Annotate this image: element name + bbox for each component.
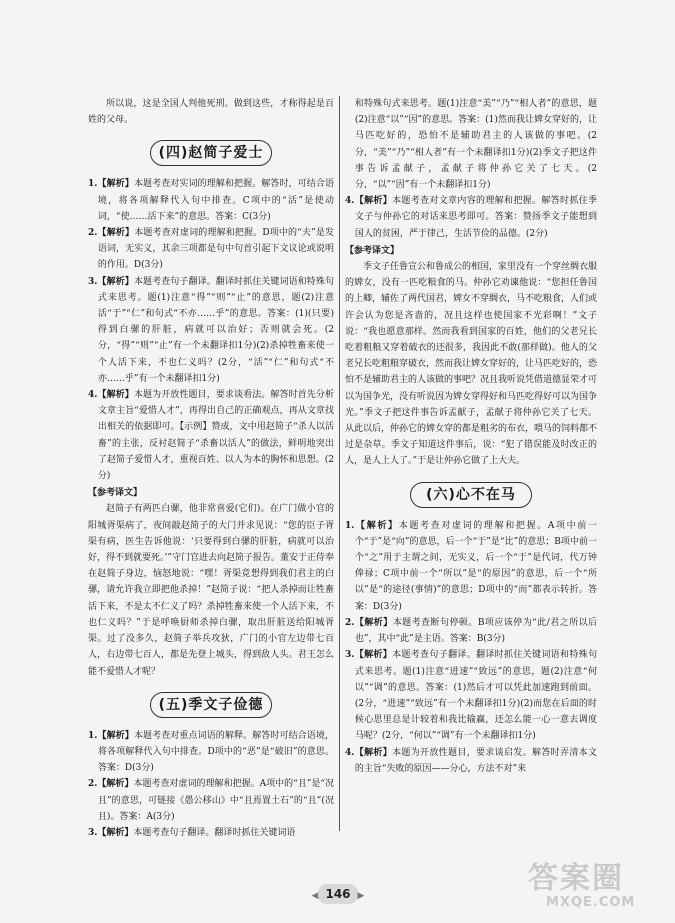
watermark	[528, 862, 668, 918]
item-number: 2.	[88, 779, 98, 790]
answer-item	[88, 274, 334, 387]
analysis-tag: 【解析】	[97, 179, 134, 190]
answer-item	[345, 615, 597, 647]
item-text: 本题考查句子翻译。翻译时抓住关键词语	[133, 827, 296, 838]
item-text: 本题为开放性题目，要求谈看法。解答时首先分析文章主旨“爱惜人才”，再得出自己的正确观点，再从文章找出相关的依据即可。【示例】赞成，文中用赵简子“杀人以活畜”的主张，反衬赵简子“杀畜以活人”的做法，鲜明地突出了赵简子爱惜人才，重视百姓、以人为本的胸怀和思想。(2分)	[97, 390, 334, 482]
reference-translation: 赵简子有两匹白骡，他非常喜爱(它们)。在广门做小官的阳城胥渠病了，夜间敲赵简子的大门并求见说：“您的臣子胥渠有病，医生告诉他说：‘只要得到白骡的肝脏，病就可以治好，得不到就要死。’”守门官进去向赵简子报告。董安于正侍奉在赵简子身边，恼怒地说：“嘿！胥渠竟想得到我们君主的白骡，请允许我立即把他杀掉！”赵简子说：“把人杀掉而让牲畜活下来，不是太不仁义了吗？杀掉牲畜来使一个人活下来，不也仁义吗？”于是呼唤厨师杀掉白骡，取出肝脏送给阳城胥渠。过了没多久，赵简子举兵攻狄，广门的小官左边带七百人，右边带七百人，都是先登上城头，得到敌人头。君王怎么能不爱惜人才呢？	[88, 504, 334, 677]
right-arrow-icon: ▶	[357, 891, 365, 901]
left-column	[88, 96, 334, 841]
section-title-4: (四)赵简子爱士	[150, 140, 272, 166]
item-number: 3.	[88, 276, 98, 287]
item-number: 3.	[345, 650, 355, 661]
continued-answer: 和特殊句式来思考。题(1)注意“美”“乃”“相人者”的意思，题(2)注意“以”“因”的意思。答案：(1)然而我让婢女穿好的，让马匹吃好的，恐怕不是辅助君主的人该做的事吧。(2分，“美”“乃”“相人者”有一个未翻译扣1分)(2)季文子把这件事告诉孟献子，孟献子将仲孙它关了七天。(2分，“以”“因”有一个未翻译扣1分)	[354, 99, 597, 191]
watermark-url: MXQE.COM	[546, 895, 636, 910]
item-text: 本题考查对实词的理解和把握。解答时，可结合语境，将各项解释代入句中排查。C项中的“活”是使动词，“使……活下来”的意思。答案：C(3分)	[97, 179, 334, 222]
page-number-label: 146	[318, 884, 357, 904]
answer-item	[88, 776, 334, 825]
item-text: 本题考查断句停顿。B项应该停为“此/君之所以后也”，其中“此”是主语。答案：B(3分)	[354, 617, 597, 645]
analysis-tag: 【解析】	[97, 779, 134, 790]
item-text: 本题考查对虚词的理解和把握。A项中前一个“于”是“向”的意思，后一个“于”是“比”的意思；B项中前一个“之”用于主谓之间，无实义，后一个“于”是代词，代万钟俸禄；C项中前一个“所以”是“的原因”的意思，后一个“所以”是“的途径(事情)”的意思；D项中的“而”都表示转折。答案：D(3分)	[354, 520, 597, 612]
item-text: 本题考查对虚词的理解和把握。A项中的“且”是“况且”的意思，可链接《愚公移山》中“且焉置土石”的“且”(况且)。答案：A(3分)	[97, 779, 334, 822]
answer-item	[345, 647, 597, 744]
item-number: 1.	[88, 179, 98, 190]
answer-item	[88, 225, 334, 274]
item-text: 本题为开放性题目，要求谈启发。解答时弄清本文的主旨“失败的原因——分心，方法不对”来	[354, 747, 597, 774]
analysis-tag: 【解析】	[354, 520, 399, 531]
item-text: 本题考查句子翻译。翻译时抓住关键词语和特殊句式来思考。题(1)注意“得”“则”“止”的意思，题(2)注意活“于”“仁”和句式“不亦……乎”的意思。答案：(1)(只要)得到白骡的肝脏，病就可以治好；否则就会死。(2分，“得”“则”“止”有一个未翻译扣1分)(2)杀掉牲畜来使一个人活下来，不也仁义吗？(2分，“活”“仁”和句式“不亦……乎”有一个未翻译扣1分)	[97, 276, 334, 384]
item-number: 2.	[345, 617, 355, 628]
answer-item	[88, 387, 334, 484]
answer-item	[345, 745, 597, 777]
item-number: 4.	[345, 196, 355, 207]
analysis-tag: 【解析】	[354, 617, 393, 628]
analysis-tag: 【解析】	[97, 390, 134, 401]
item-number: 4.	[88, 390, 98, 401]
answer-item	[88, 728, 334, 777]
analysis-tag: 【解析】	[354, 196, 393, 207]
analysis-tag: 【解析】	[354, 650, 393, 661]
column-divider	[339, 96, 340, 831]
item-text: 本题考查对文章内容的理解和把握。解答时抓住季文子与仲孙它的对话来思考即可。答案：赞扬季文子能想到国人的贫困，严于律己，生活节俭的品德。(2分)	[354, 196, 597, 239]
item-number: 1.	[345, 520, 355, 531]
item-number: 1.	[88, 730, 98, 741]
page-number	[310, 884, 366, 904]
answer-item	[345, 193, 597, 242]
left-arrow-icon: ◀	[311, 891, 319, 901]
item-text: 本题考查对重点词语的解释。解答时可结合语境，将各项解释代入句中排查。D项中的“恶”是“破旧”的意思。答案：D(3分)	[97, 730, 334, 774]
analysis-tag: 【解析】	[354, 747, 393, 758]
item-number: 2.	[88, 228, 98, 239]
right-column	[345, 96, 597, 777]
item-text: 本题考查句子翻译。翻译时抓住关键词语和特殊句式来思考。题(1)注意“进速”“致远”的意思，题(2)注意“何以”“调”的意思。答案：(1)然后才可以凭此加速跑到前面。(2分，“进速”“致远”有一个未翻译扣1分)(2)而您在后面的时候心思里总是计较着和我比输赢，还怎么能一心一意去调度马呢？(2分，“何以”“调”有一个未翻译扣1分)	[354, 650, 597, 742]
item-text: 本题考查对虚词的理解和把握。D项中的“夫”是发语词，无实义，其余三项都是句中句首引起下文议论或说明的作用。D(3分)	[97, 228, 334, 271]
reference-translation-label: 【参考译文】	[345, 245, 400, 256]
watermark-logo: 答案圈	[528, 861, 624, 896]
answer-item	[345, 518, 597, 615]
analysis-tag: 【解析】	[97, 276, 134, 287]
analysis-tag: 【解析】	[97, 730, 134, 741]
analysis-tag: 【解析】	[97, 827, 134, 838]
answer-item	[88, 825, 334, 841]
section-title-6: (六)心不在马	[410, 482, 532, 508]
intro-paragraph: 所以说，这是全国人判他死刑。做到这些，才称得起是百姓的父母。	[88, 99, 334, 126]
section-title-5: (五)季文子俭德	[150, 692, 272, 718]
reference-translation-label: 【参考译文】	[88, 488, 143, 499]
item-number: 3.	[88, 827, 98, 838]
reference-translation: 季文子任鲁宣公和鲁成公的相国，家里没有一个穿丝绸衣服的婢女，没有一匹吃粮食的马。仲孙它劝谏他说：“您担任鲁国的上卿，辅佐了两代国君，婢女不穿绸衣，马不吃粮食，人们或许会认为您是吝啬的，况且这样也使国家不光彩啊！”文子说：“我也愿意那样。然而我看到国家的百姓，他们的父老兄长吃着粗粮又穿着破衣的还很多，我因此不敢(那样做)。他人的父老兄长吃粗粮穿破衣，然而我让婢女穿好的，让马匹吃好的，恐怕不是辅助君主的人该做的事吧？况且我听说凭借道德显荣才可以为国争光，没有听说因为婢女穿得好和马匹吃得好可以为国争光。”季文子把这件事告诉孟献子，孟献子将仲孙它关了七天。从此以后，仲孙它的婢女穿的都是粗劣的布衣，喂马的饲料都不过是杂草。季文子知道这件事后，说：“犯了错误能及时改正的人，是人上人了。”于是让仲孙它做了上大夫。	[345, 262, 598, 467]
analysis-tag: 【解析】	[97, 228, 135, 239]
item-number: 4.	[345, 747, 355, 758]
answer-item	[88, 176, 334, 225]
